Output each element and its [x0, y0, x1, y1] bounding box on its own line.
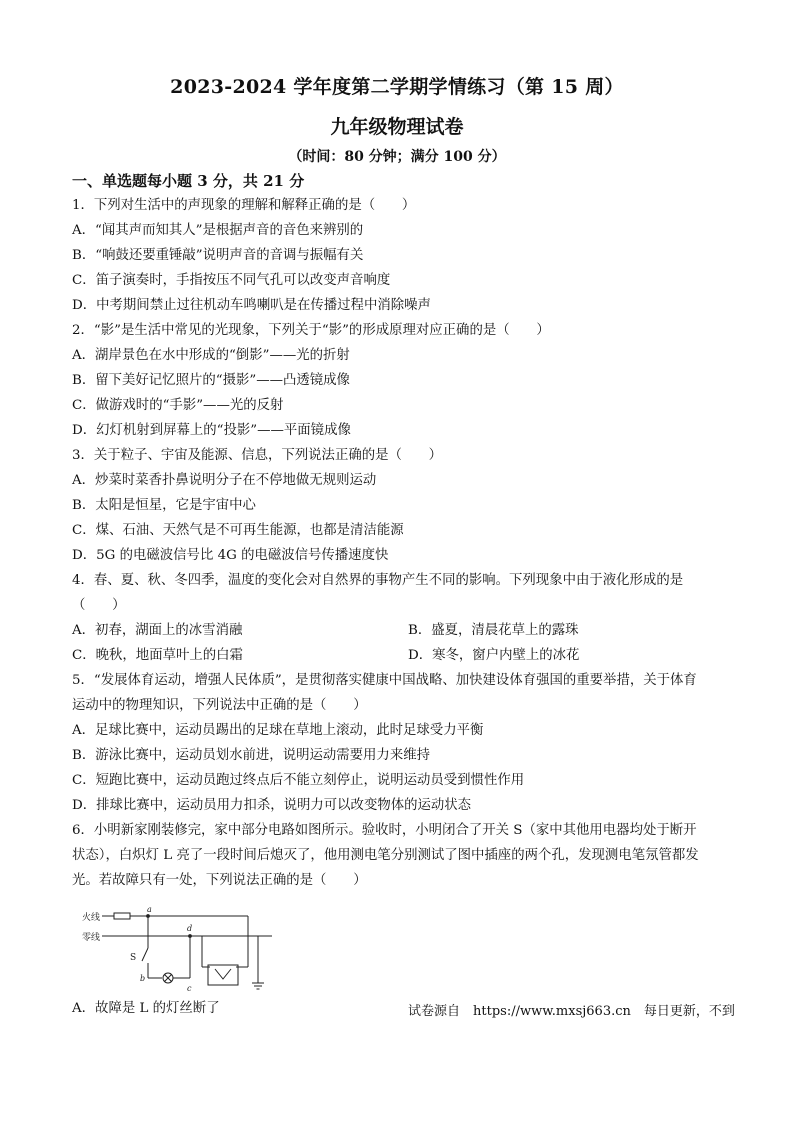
- question-5-option-a: A．足球比赛中，运动员踢出的足球在草地上滚动，此时足球受力平衡: [72, 723, 484, 738]
- question-6-stem-line3: 光。若故障只有一处，下列说法正确的是（ ）: [72, 873, 367, 888]
- question-4-option-c: C．晚秋，地面草叶上的白霜: [72, 648, 243, 663]
- question-1-option-d: D．中考期间禁止过往机动车鸣喇叭是在传播过程中消除噪声: [72, 298, 431, 313]
- question-5-option-b: B．游泳比赛中，运动员划水前进，说明运动需要用力来维持: [72, 748, 430, 763]
- question-3-stem: 3．关于粒子、宇宙及能源、信息，下列说法正确的是（ ）: [72, 448, 443, 463]
- question-5-stem-line1: 5．“发展体育运动，增强人民体质”，是贯彻落实健康中国战略、加快建设体育强国的重要举措，关于体育: [72, 673, 697, 688]
- live-wire-label: 火线: [82, 913, 101, 923]
- question-4-option-d: D．寒冬，窗户内壁上的冰花: [408, 648, 580, 663]
- question-3-option-a: A．炒菜时菜香扑鼻说明分子在不停地做无规则运动: [72, 473, 377, 488]
- question-5-option-c: C．短跑比赛中，运动员跑过终点后不能立刻停止，说明运动员受到惯性作用: [72, 773, 525, 788]
- point-d-label: d: [187, 924, 193, 933]
- question-1-option-c: C．笛子演奏时，手指按压不同气孔可以改变声音响度: [72, 273, 391, 288]
- exam-time-info: （时间：80 分钟；满分 100 分）: [288, 149, 506, 165]
- point-c-label: c: [187, 984, 192, 993]
- junction-d: [189, 935, 192, 938]
- neutral-wire-label: 零线: [82, 933, 101, 943]
- exam-subtitle: 九年级物理试卷: [330, 116, 464, 138]
- question-4-stem-line1: 4．春、夏、秋、冬四季，温度的变化会对自然界的事物产生不同的影响。下列现象中由于液化形成的是: [72, 573, 684, 588]
- circuit-diagram: [72, 903, 272, 995]
- question-1-option-a: A．“闻其声而知其人”是根据声音的音色来辨别的: [72, 223, 364, 238]
- question-6-stem-line1: 6．小明新家刚装修完，家中部分电路如图所示。验收时，小明闭合了开关 S（家中其他用电器均处于断开: [72, 823, 697, 838]
- question-2-option-a: A．湖岸景色在水中形成的“倒影”——光的折射: [72, 348, 350, 363]
- question-6-option-a: A．故障是 L 的灯丝断了: [72, 1001, 220, 1016]
- question-4-option-b: B．盛夏，清晨花草上的露珠: [408, 623, 579, 638]
- switch-label: S: [130, 953, 137, 963]
- question-3-option-b: B．太阳是恒星，它是宇宙中心: [72, 498, 256, 513]
- section-heading: 一、单选题每小题 3 分，共 21 分: [72, 172, 305, 190]
- question-1-stem: 1．下列对生活中的声现象的理解和解释正确的是（ ）: [72, 198, 416, 213]
- exam-title: 2023-2024 学年度第二学期学情练习（第 15 周）: [170, 76, 624, 98]
- socket-icon: [208, 965, 238, 985]
- point-a-label: a: [147, 905, 152, 914]
- question-6-stem-line2: 状态），白炽灯 L 亮了一段时间后熄灭了，他用测电笔分别测试了图中插座的两个孔，发现测电笔氖管都发: [72, 848, 699, 863]
- question-3-option-c: C．煤、石油、天然气是不可再生能源，也都是清洁能源: [72, 523, 404, 538]
- question-5-option-d: D．排球比赛中，运动员用力扣杀，说明力可以改变物体的运动状态: [72, 798, 472, 813]
- question-1-option-b: B．“响鼓还要重锤敲”说明声音的音调与振幅有关: [72, 248, 364, 263]
- question-2-stem: 2．“影”是生活中常见的光现象，下列关于“影”的形成原理对应正确的是（ ）: [72, 323, 550, 338]
- question-4-stem-line2: （ ）: [72, 598, 126, 613]
- question-2-option-b: B．留下美好记忆照片的“摄影”——凸透镜成像: [72, 373, 350, 388]
- switch-icon: [142, 948, 148, 961]
- source-watermark: 试卷源自 https://www.mxsj663.cn 每日更新，不到: [408, 1004, 735, 1019]
- question-2-option-c: C．做游戏时的“手影”——光的反射: [72, 398, 284, 413]
- question-2-option-d: D．幻灯机射到屏幕上的“投影”——平面镜成像: [72, 423, 351, 438]
- question-3-option-d: D．5G 的电磁波信号比 4G 的电磁波信号传播速度快: [72, 548, 389, 563]
- point-b-label: b: [140, 974, 146, 983]
- question-5-stem-line2: 运动中的物理知识，下列说法中正确的是（ ）: [72, 698, 367, 713]
- question-4-option-a: A．初春，湖面上的冰雪消融: [72, 623, 243, 638]
- fuse-icon: [114, 913, 130, 919]
